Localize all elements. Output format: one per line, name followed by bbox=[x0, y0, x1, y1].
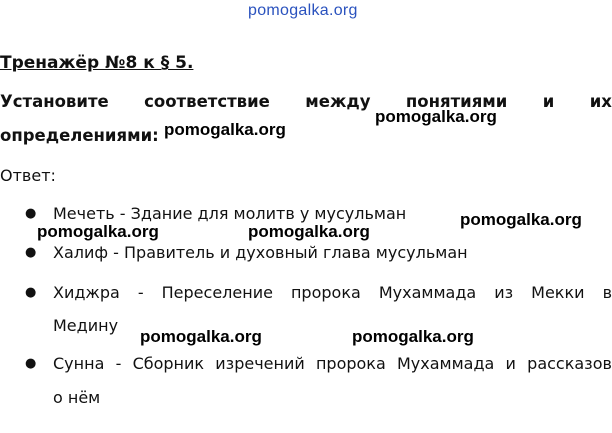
list-item-line-1 bbox=[53, 354, 612, 373]
list-item bbox=[25, 354, 612, 414]
list-item-word: в bbox=[602, 283, 612, 302]
list-item-word: Хиджра bbox=[53, 283, 120, 302]
bullet-icon: ● bbox=[25, 206, 37, 221]
list-item-word: пророка bbox=[315, 354, 386, 373]
bullet-icon: ● bbox=[25, 285, 37, 300]
list-item-line-2: о нём bbox=[53, 388, 101, 407]
watermark: pomogalka.org bbox=[248, 222, 370, 241]
task-word: их bbox=[589, 92, 612, 111]
list-item-word: пророка bbox=[290, 283, 361, 302]
watermark: pomogalka.org bbox=[375, 107, 497, 126]
list-item-word: - bbox=[137, 283, 144, 302]
list-item-word: Мекки bbox=[531, 283, 585, 302]
watermark: pomogalka.org bbox=[460, 210, 582, 229]
task-word: и bbox=[542, 92, 555, 111]
task-word: соответствие bbox=[144, 92, 270, 111]
list-item-text: Халиф - Правитель и духовный глава мусульман bbox=[53, 243, 468, 262]
watermark: pomogalka.org bbox=[164, 120, 286, 139]
bullet-icon: ● bbox=[25, 245, 37, 260]
list-item bbox=[25, 283, 612, 346]
list-item-word: изречений bbox=[215, 354, 305, 373]
list-item-text: Мечеть - Здание для молитв у мусульман bbox=[53, 204, 407, 223]
list-item-line-1 bbox=[53, 283, 612, 302]
bullet-icon: ● bbox=[25, 356, 37, 371]
list-item-word: из bbox=[494, 283, 514, 302]
task-line-2: определениями: bbox=[0, 126, 159, 145]
list-item-word: Сунна bbox=[53, 354, 105, 373]
list-item-word: Мухаммада bbox=[378, 283, 477, 302]
watermark: pomogalka.org bbox=[37, 222, 159, 241]
watermark-top: pomogalka.org bbox=[248, 2, 358, 19]
list-item-word: - bbox=[115, 354, 122, 373]
task-word: между bbox=[305, 92, 371, 111]
list-item bbox=[25, 243, 612, 263]
list-item-word: Сборник bbox=[132, 354, 205, 373]
list-item-word: Мухаммада bbox=[396, 354, 495, 373]
page-heading: Тренажёр №8 к § 5. bbox=[0, 53, 194, 73]
watermark: pomogalka.org bbox=[140, 327, 262, 346]
task-word: понятиями bbox=[405, 92, 508, 111]
answer-label: Ответ: bbox=[0, 166, 56, 185]
list-item-line-2: Медину bbox=[53, 316, 119, 335]
list-item-word: и bbox=[505, 354, 516, 373]
list-item-word: рассказов bbox=[527, 354, 612, 373]
watermark: pomogalka.org bbox=[352, 327, 474, 346]
list-item-word: Переселение bbox=[161, 283, 273, 302]
task-word: Установите bbox=[0, 92, 109, 111]
task-line-1 bbox=[0, 92, 612, 111]
